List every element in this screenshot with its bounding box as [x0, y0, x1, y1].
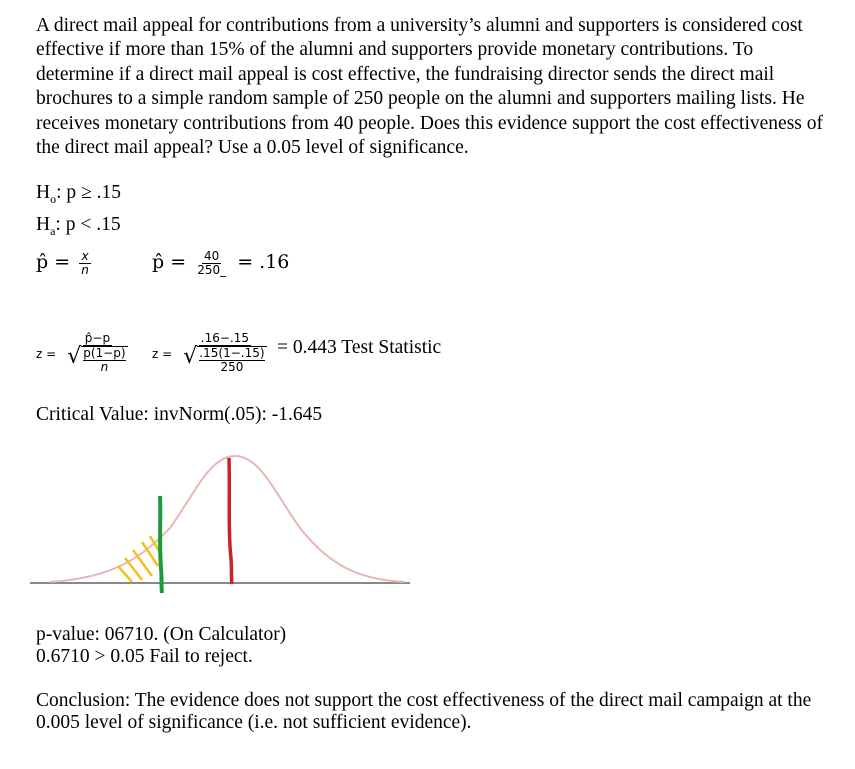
critical-value: Critical Value: invNorm(.05): -1.645	[36, 404, 323, 425]
p-value-line: p-value: 06710. (On Calculator)	[36, 624, 287, 645]
test-statistic-line	[229, 458, 232, 584]
phat-formula-fraction	[79, 250, 91, 277]
phat-calculation	[152, 250, 289, 277]
z-calc-root	[181, 346, 268, 374]
alt-expression: : p < .15	[55, 213, 121, 235]
null-label: H	[36, 182, 51, 203]
phat-formula-lhs: p̂ =	[36, 251, 71, 274]
shading-stroke	[118, 566, 132, 582]
phat-formula-denominator: n	[81, 263, 89, 278]
alt-subscript: a	[50, 223, 56, 238]
z-calc-fraction	[181, 332, 268, 375]
normal-curve-sketch	[30, 448, 415, 598]
alt-hypothesis	[36, 212, 121, 244]
phat-formula	[36, 250, 95, 277]
test-statistic: = 0.443 Test Statistic	[277, 337, 442, 358]
alt-label: H	[36, 213, 51, 235]
z-calc-root-fraction	[197, 346, 266, 374]
critical-value-line	[160, 496, 162, 593]
null-expression: : p ≥ .15	[56, 182, 121, 203]
z-formula-fraction	[65, 332, 129, 375]
phat-calc-numerator: 40	[204, 249, 220, 263]
z-calc-root-denominator: 250	[220, 360, 244, 375]
z-calc-lhs: z =	[152, 346, 173, 361]
rejection-region-shading	[118, 536, 162, 582]
z-formula-root	[65, 346, 129, 374]
problem-statement: A direct mail appeal for contributions from a university’s alumni and supporters is considered cost effective if more than 15% of the alumni and supporters provide monetary contributions. To determine if a direct mail appeal is cost effective, the fundraising director sends the direct mail brochures to a simple random sample of 250 people on the alumni and supporters mailing lists. He receives monetary contributions from 40 people. Does this evidence support the cost effectiveness of the direct mail appeal? Use a 0.05 level of significance.	[36, 15, 823, 159]
z-formula-numerator: p̂−p	[84, 331, 111, 345]
conclusion: Conclusion: The evidence does not support the cost effectiveness of the direct mail campaign at the 0.005 level of significance (i.e. not sufficient evidence).	[36, 690, 812, 733]
phat-calc-denominator: 250_	[197, 263, 227, 278]
hypotheses	[36, 180, 121, 244]
phat-calc-lhs: p̂ =	[152, 251, 187, 274]
z-formula-root-numerator: p(1−p)	[83, 346, 126, 361]
z-formula	[36, 332, 134, 375]
bell-curve	[50, 456, 405, 582]
null-hypothesis	[36, 180, 121, 212]
z-calc-root-numerator: .15(1−.15)	[199, 346, 265, 361]
z-formula-lhs: z =	[36, 346, 57, 361]
radical-sign: √	[183, 344, 198, 370]
p-value-section	[36, 624, 286, 668]
null-subscript: o	[50, 191, 57, 206]
z-formula-root-denominator: n	[100, 360, 109, 375]
z-calculation	[152, 332, 273, 375]
phat-calc-result: = .16	[237, 251, 290, 274]
phat-calc-fraction	[195, 250, 228, 277]
radical-sign: √	[67, 344, 82, 370]
z-formula-root-fraction	[81, 346, 127, 374]
z-calc-numerator: .16−.15	[200, 331, 250, 345]
decision-line: 0.6710 > 0.05 Fail to reject.	[36, 646, 253, 667]
phat-formula-numerator: x	[81, 249, 89, 263]
